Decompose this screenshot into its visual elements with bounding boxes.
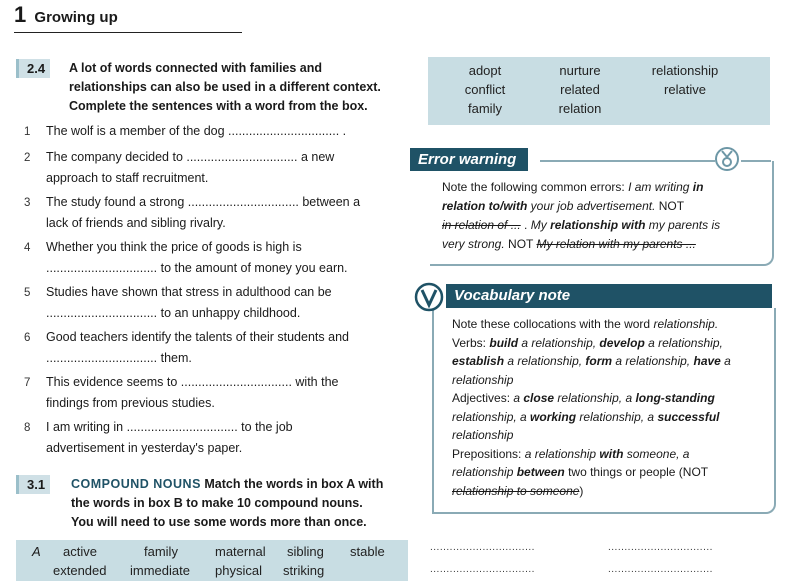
error-warning-rule bbox=[741, 160, 771, 162]
item-number: 1 bbox=[24, 126, 31, 138]
collocation-key: have bbox=[693, 354, 721, 368]
example-text: very strong. bbox=[442, 237, 505, 251]
item-number: 6 bbox=[24, 332, 31, 344]
item-text-continued: ................................ to an unhappy childhood. bbox=[46, 305, 301, 320]
instruction-line: the words in box B to make 10 compound nouns. bbox=[71, 496, 363, 510]
example-text: relationship, a bbox=[452, 409, 531, 424]
error-warning-title: Error warning bbox=[410, 148, 528, 171]
item-text-continued: approach to staff recruitment. bbox=[46, 170, 209, 185]
header-rule bbox=[14, 32, 242, 33]
word-option: maternal bbox=[215, 544, 266, 559]
item-text: I am writing in ................................ to the job bbox=[46, 420, 293, 434]
item-text-continued: findings from previous studies. bbox=[46, 395, 215, 410]
example-text: a bbox=[625, 391, 636, 405]
exercise-badge-2-4: 2.4 bbox=[16, 59, 50, 78]
word-option: conflict bbox=[464, 82, 506, 97]
word-option: relative bbox=[664, 82, 706, 97]
sentence-item-5 bbox=[24, 283, 332, 323]
word-option: sibling bbox=[287, 544, 324, 559]
collocation-key: working bbox=[530, 409, 577, 424]
ew-line-2 bbox=[442, 197, 762, 216]
example-text: relationship, a bbox=[576, 409, 658, 424]
item-number: 7 bbox=[24, 377, 31, 389]
text: Note the following common errors: bbox=[442, 180, 629, 194]
word-option: stable bbox=[350, 544, 385, 559]
text: Note these collocations with the word bbox=[452, 317, 654, 331]
word-option: nurture bbox=[559, 63, 601, 78]
example-text: a relationship, bbox=[612, 354, 694, 368]
word-box-a bbox=[16, 540, 408, 581]
text: two things or people (NOT bbox=[564, 465, 709, 479]
example-text: relationship bbox=[452, 465, 517, 479]
collocation-key: form bbox=[585, 354, 613, 368]
example-text: a relationship, bbox=[518, 335, 600, 350]
sentence-item-7 bbox=[24, 373, 338, 413]
sentence-item-8 bbox=[24, 418, 293, 458]
ew-line-3 bbox=[442, 216, 762, 235]
instruction-line: Complete the sentences with a word from the box. bbox=[69, 99, 368, 113]
sentence-item-3 bbox=[24, 193, 360, 233]
vn-line bbox=[452, 334, 768, 353]
word-option: family bbox=[468, 101, 502, 116]
box-label: A bbox=[32, 544, 41, 559]
vocabulary-note-text bbox=[452, 315, 768, 500]
text: . bbox=[520, 218, 531, 232]
sentence-item-2 bbox=[24, 148, 334, 188]
item-number: 4 bbox=[24, 242, 31, 254]
text: Verbs: bbox=[452, 335, 490, 350]
vn-line bbox=[452, 426, 768, 445]
word-option: adopt bbox=[468, 63, 502, 78]
text: ) bbox=[579, 483, 584, 498]
answer-line[interactable]: ................................ bbox=[430, 542, 535, 553]
example-text: a relationship, bbox=[504, 354, 586, 368]
error-warning-rule bbox=[540, 160, 715, 162]
example-text: someone, a bbox=[623, 446, 690, 461]
vocabulary-note-title: Vocabulary note bbox=[454, 287, 571, 304]
answer-line[interactable]: ................................ bbox=[608, 542, 713, 553]
text: Prepositions: bbox=[452, 446, 525, 461]
collocation-key: long-standing bbox=[635, 391, 715, 405]
example-text: your job advertisement. bbox=[527, 199, 656, 213]
instruction-line: relationships can also be used in a different context. bbox=[69, 80, 381, 94]
collocation-key: between bbox=[516, 465, 565, 479]
vn-line bbox=[452, 463, 768, 482]
incorrect-example: in relation of ... bbox=[442, 218, 521, 232]
instruction-line: You will need to use some words more than once. bbox=[71, 515, 367, 529]
collocation-key: with bbox=[599, 446, 624, 461]
example-key: in bbox=[692, 180, 704, 194]
instruction-line bbox=[71, 475, 416, 494]
text: NOT bbox=[504, 237, 537, 251]
item-text: This evidence seems to ................................ with the bbox=[46, 375, 339, 389]
example-text: my parents is bbox=[645, 218, 721, 232]
vocabulary-note-title-bar bbox=[446, 284, 772, 308]
item-text-continued: lack of friends and sibling rivalry. bbox=[46, 215, 226, 230]
word-option: active bbox=[63, 544, 97, 559]
word-option: extended bbox=[53, 563, 107, 578]
item-text: The company decided to ................................ a new bbox=[46, 150, 335, 164]
compound-nouns-heading: COMPOUND NOUNS bbox=[71, 477, 201, 491]
item-text: Whether you think the price of goods is high is bbox=[46, 240, 302, 254]
sentence-item-4 bbox=[24, 238, 348, 278]
item-text: The wolf is a member of the dog ................................ . bbox=[46, 124, 347, 138]
incorrect-example: My relation with my parents ... bbox=[536, 237, 696, 251]
exercise-badge-3-1: 3.1 bbox=[16, 475, 50, 494]
answer-line[interactable]: ................................ bbox=[608, 564, 713, 575]
item-text-continued: ................................ them. bbox=[46, 350, 192, 365]
vn-line bbox=[452, 352, 768, 371]
vn-line bbox=[452, 315, 768, 334]
example-key: relationship with bbox=[550, 218, 646, 232]
text: Match the words in box A with bbox=[200, 477, 384, 491]
collocation-key: develop bbox=[599, 335, 645, 350]
example-text: relationship bbox=[452, 372, 514, 387]
collocation-key: close bbox=[523, 391, 555, 405]
word-option: striking bbox=[283, 563, 325, 578]
text: NOT bbox=[655, 199, 685, 213]
example-text: a relationship, bbox=[644, 335, 723, 350]
unit-number: 1 bbox=[14, 2, 27, 27]
text: Adjectives: bbox=[452, 391, 514, 405]
example-text: I am writing bbox=[628, 180, 693, 194]
warning-sign-icon bbox=[713, 145, 741, 173]
vn-line bbox=[452, 445, 768, 464]
exercise-3-1-instruction bbox=[71, 475, 416, 532]
unit-title bbox=[14, 2, 118, 28]
vn-line bbox=[452, 482, 768, 501]
example-text: a bbox=[513, 391, 524, 405]
ew-line-1 bbox=[442, 178, 762, 197]
word-option: family bbox=[144, 544, 178, 559]
item-number: 8 bbox=[24, 422, 31, 434]
error-warning-text bbox=[442, 178, 762, 254]
item-text-continued: ................................ to the amount of money you earn. bbox=[46, 260, 348, 275]
item-text-continued: advertisement in yesterday's paper. bbox=[46, 440, 243, 455]
item-number: 2 bbox=[24, 152, 31, 164]
item-number: 3 bbox=[24, 197, 31, 209]
example-text: relationship, bbox=[554, 391, 626, 405]
incorrect-example: relationship to someone bbox=[452, 483, 580, 498]
word-box bbox=[428, 57, 770, 125]
exercise-2-4-instruction bbox=[69, 59, 419, 116]
vocabulary-v-icon bbox=[414, 282, 444, 312]
word-option: relationship bbox=[651, 63, 719, 78]
unit-title-text: Growing up bbox=[34, 9, 118, 26]
word-option: relation bbox=[558, 101, 602, 116]
collocation-key: successful bbox=[657, 409, 720, 424]
example-text: a bbox=[720, 354, 731, 368]
word-option: related bbox=[560, 82, 600, 97]
item-text: Studies have shown that stress in adulthood can be bbox=[46, 285, 332, 299]
answer-line[interactable]: ................................ bbox=[430, 564, 535, 575]
example-text: a relationship bbox=[524, 446, 600, 461]
example-key: relation to/with bbox=[442, 199, 528, 213]
instruction-line: A lot of words connected with families and bbox=[69, 61, 323, 75]
example-text: relationship bbox=[452, 428, 514, 442]
ew-line-4 bbox=[442, 235, 762, 254]
item-text: The study found a strong ................................ between a bbox=[46, 195, 361, 209]
sentence-item-1 bbox=[24, 122, 346, 143]
collocation-key: establish bbox=[452, 354, 505, 368]
sentence-item-6 bbox=[24, 328, 349, 368]
item-text: Good teachers identify the talents of their students and bbox=[46, 330, 349, 344]
collocation-key: build bbox=[489, 335, 519, 350]
vn-line bbox=[452, 371, 768, 390]
vn-line bbox=[452, 389, 768, 408]
example-text: My bbox=[530, 218, 551, 232]
vn-line bbox=[452, 408, 768, 427]
item-number: 5 bbox=[24, 287, 31, 299]
word-option: physical bbox=[215, 563, 262, 578]
word-option: immediate bbox=[130, 563, 190, 578]
example-text: relationship. bbox=[653, 317, 719, 331]
